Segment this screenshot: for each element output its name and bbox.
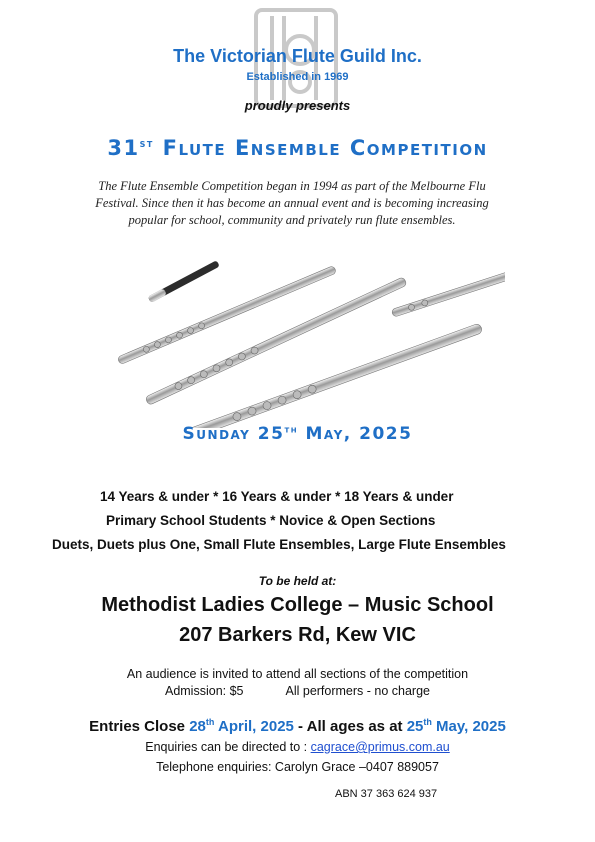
abn-number: ABN 37 363 624 937 — [335, 788, 438, 800]
intro-line: Festival. Since then it has become an annual event and is becoming increasing — [95, 196, 489, 210]
age-categories: 14 Years & under * 16 Years & under * 18 Years & under — [100, 489, 454, 504]
section-categories: Primary School Students * Novice & Open Sections — [106, 513, 436, 528]
presents-text: proudly presents — [244, 98, 351, 113]
intro-line: The Flute Ensemble Competition began in 1994 as part of the Melbourne Flu — [98, 179, 486, 193]
email-link[interactable]: cagrace@primus.com.au — [310, 740, 450, 754]
venue-name: Methodist Ladies College – Music School — [101, 594, 494, 616]
held-at-label: To be held at: — [258, 574, 337, 588]
intro-paragraph — [72, 178, 512, 229]
venue-address: 207 Barkers Rd, Kew VIC — [179, 624, 416, 646]
entries-close: Entries Close 28th April, 2025 - All ages as at 25th May, 2025 — [89, 717, 506, 735]
competition-title: 31st Flute Ensemble Competition — [107, 136, 488, 160]
flutes-image — [110, 228, 505, 428]
performers-note: All performers - no charge — [285, 684, 431, 698]
intro-line: popular for school, community and privately run flute ensembles. — [128, 213, 456, 227]
established-text: Established in 1969 — [246, 71, 349, 83]
admission-fee: Admission: $5 — [164, 684, 244, 698]
audience-note: An audience is invited to attend all sections of the competition — [126, 667, 469, 681]
phone-enquiries: Telephone enquiries: Carolyn Grace –0407 889057 — [156, 760, 439, 774]
admission-line — [0, 684, 595, 698]
ensemble-categories: Duets, Duets plus One, Small Flute Ensembles, Large Flute Ensembles — [52, 537, 506, 552]
competition-date: Sunday 25th May, 2025 — [182, 424, 413, 444]
enquiries-line: Enquiries can be directed to : cagrace@primus.com.au — [145, 740, 450, 754]
org-name: The Victorian Flute Guild Inc. — [173, 46, 422, 66]
